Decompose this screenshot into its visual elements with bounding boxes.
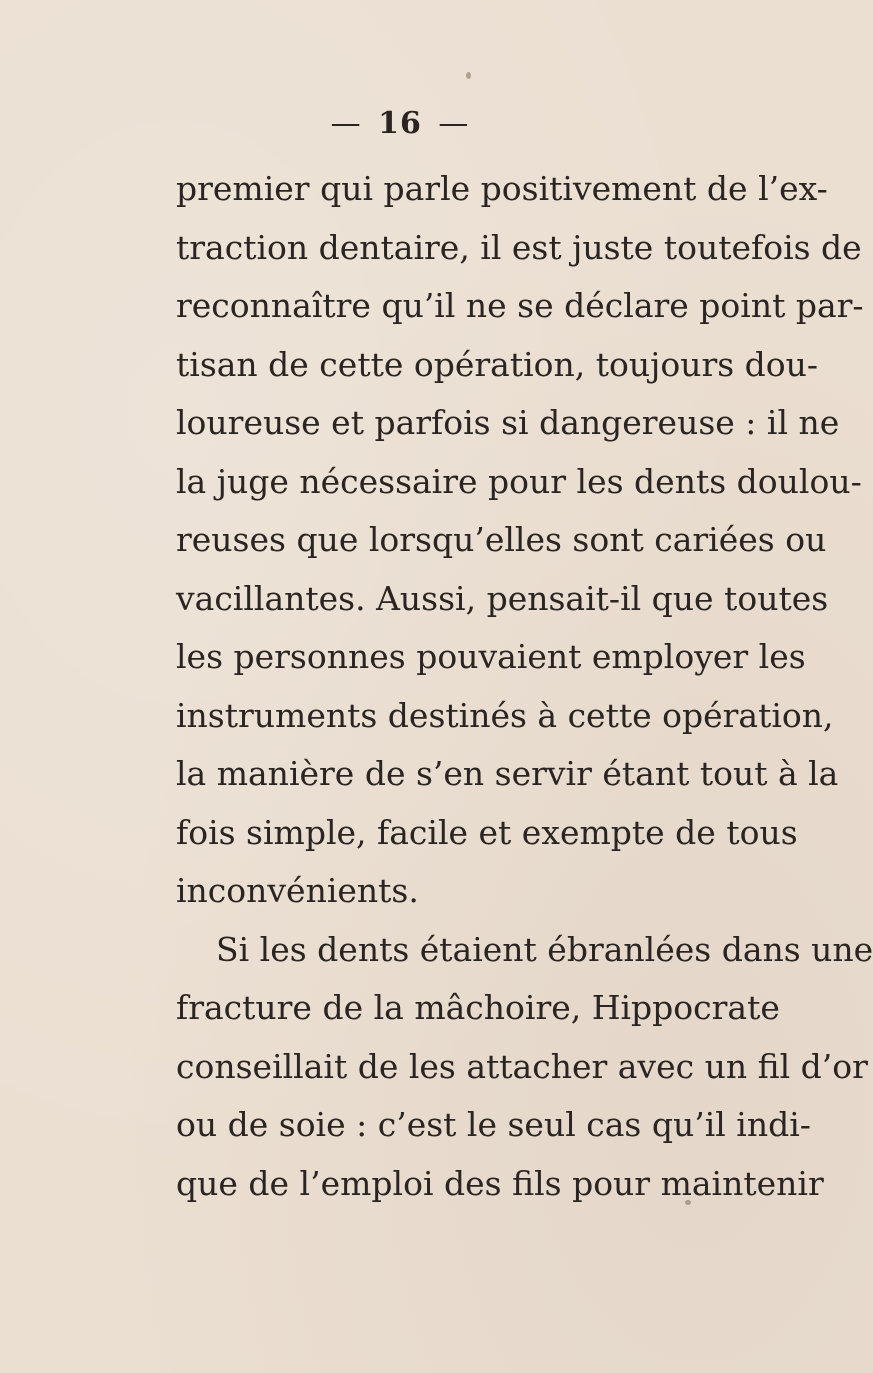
- text-line: la manière de s’en servir étant tout à la: [176, 754, 839, 793]
- text-line: inconvénients.: [176, 871, 419, 910]
- text-line: la juge nécessaire pour les dents doulou-: [176, 461, 862, 501]
- body-text: [176, 160, 873, 1213]
- text-line: vacillantes. Aussi, pensait-il que toutes: [176, 578, 829, 618]
- page-number-dash-left: —: [330, 106, 362, 141]
- text-line: Si les dents étaient ébranlées dans une: [216, 929, 873, 969]
- text-line: premier qui parle positivement de l’ex-: [176, 169, 828, 208]
- text-line: fois simple, facile et exempte de tous: [176, 812, 798, 852]
- text-line: fracture de la mâchoire, Hippocrate: [176, 988, 780, 1027]
- text-line: traction dentaire, il est juste toutefois de: [176, 227, 862, 267]
- text-line: instruments destinés à cette opération,: [176, 695, 834, 735]
- text-line: les personnes pouvaient employer les: [176, 637, 806, 676]
- page-number: 16: [378, 106, 422, 141]
- text-line: reconnaître qu’il ne se déclare point par-: [176, 286, 864, 325]
- text-line: tisan de cette opération, toujours dou-: [176, 344, 819, 384]
- text-line: reuses que lorsqu’elles sont cariées ou: [176, 520, 827, 559]
- text-line: ou de soie : c’est le seul cas qu’il indi-: [176, 1105, 811, 1144]
- text-line: conseillait de les attacher avec un fil d’or: [176, 1046, 868, 1086]
- page-number-dash-right: —: [438, 106, 470, 141]
- text-line: loureuse et parfois si dangereuse : il ne: [176, 403, 840, 442]
- page-number-header: [0, 104, 800, 144]
- paper-speck: [466, 72, 471, 79]
- text-line: que de l’emploi des fils pour maintenir: [176, 1163, 824, 1203]
